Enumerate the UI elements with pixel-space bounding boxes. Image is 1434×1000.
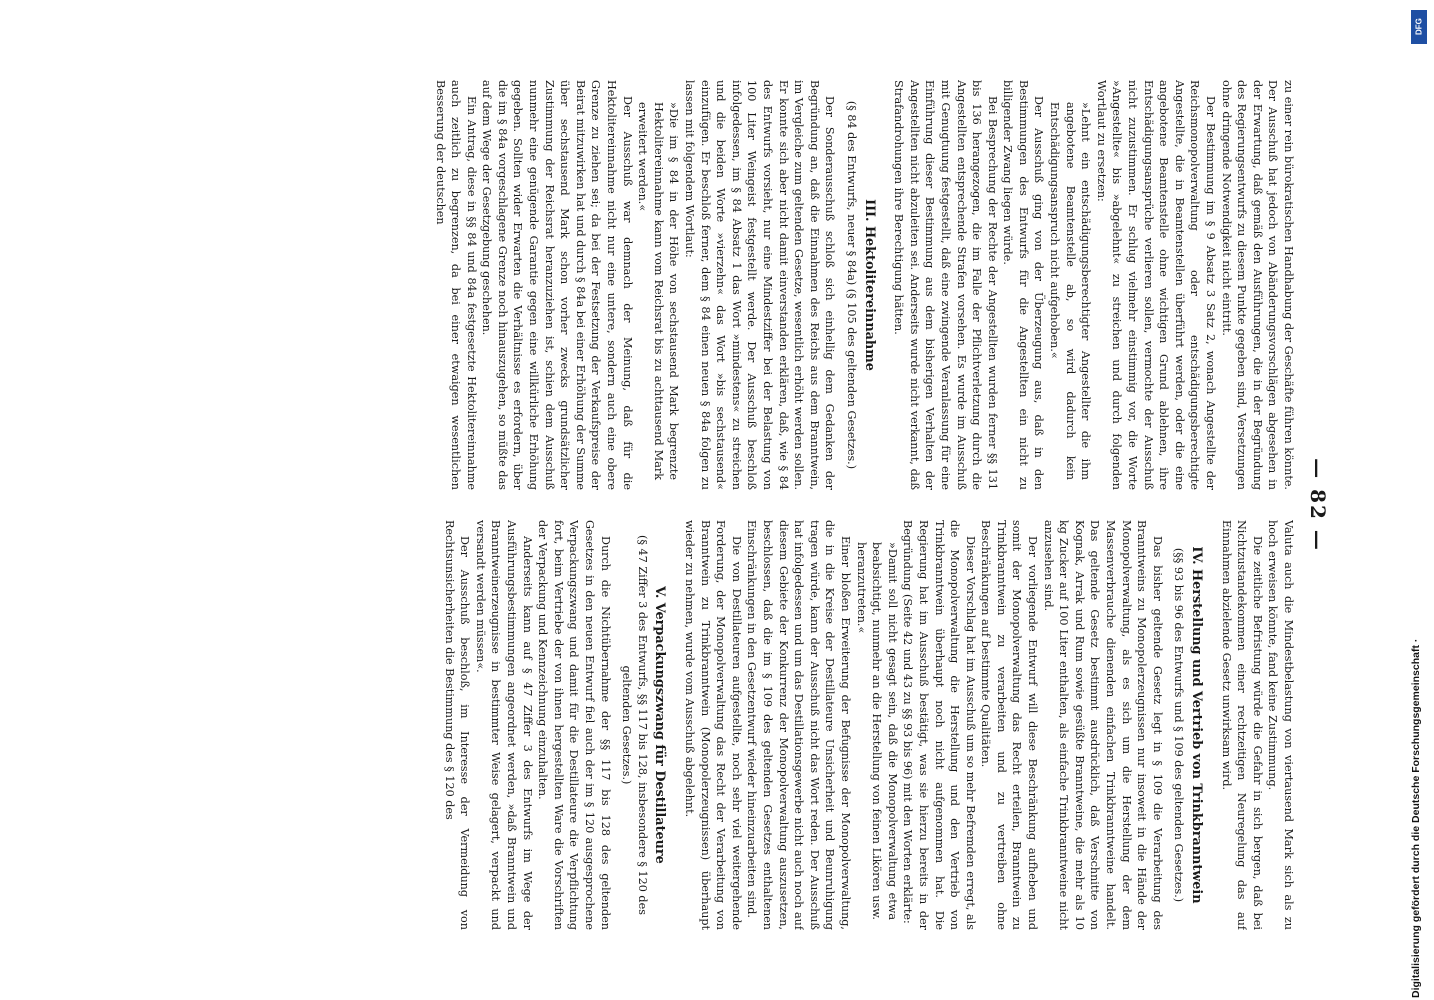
quote: »Die im § 84 in der Höhe von sechstausend Mark begrenzte Hektolitereinnahme kann vom Reichsrat bis zu achttausend Mark erweitert werden.« bbox=[636, 102, 681, 480]
paragraph: Anderseits kann auf § 47 Ziffer 3 des Entwurfs im Wege der Ausführungsbestimmungen angeordnet werden, »daß Branntwein und Branntweinerzeugnisse in bestimmter Weise gelagert, verpackt und versandt werden müssen«. bbox=[473, 520, 534, 930]
section-subheading: (§ 47 Ziffer 3 des Entwurfs, §§ 117 bis 128, insbesondere § 120 des geltenden Gesetzes.) bbox=[620, 535, 649, 915]
paragraph: Dieser Vorschlag hat im Ausschuß um so mehr Befremden erregt, als die Monopolverwaltung die Herstellung und den Vertrieb von Trinkbranntwein überhaupt noch nicht aufgenommen hat. Die Regierung hat im Ausschuß bestätigt, was sie hierzu bereits in der Begründung (Seite 42 und 43 zu §§ 93 bis 96) mit den Worten erklärte: bbox=[901, 520, 977, 930]
paragraph: Der Ausschuß war demnach der Meinung, daß für die Hektolitereinnahme nicht nur eine untere, sondern auch eine obere Grenze zu ziehen sei; da bei der Festsetzung der Verkaufspreise der Beirat mitzuwirken hat und durch § 84a bei einer Erhöhung der Summe über sechstausend Mark schon vorher zwecks grundsätzlicher Zustimmung der Reichsrat heranzuziehen ist, schien dem Ausschuß nunmehr eine genügende Garantie gegen eine willkürliche Erhöhung gegeben. Sollten wider Erwarten die Verhältnisse es erfordern, über die im § 84a vorgeschlagene Grenze noch hinauszugehen, so müßte das auf dem Wege der Gesetzgebung geschehen. bbox=[480, 80, 634, 490]
paragraph: Ein Antrag, diese in §§ 84 und 84a festgesetzte Hektolitereinnahme auch zeitlich zu begrenzen, da bei einer etwaigen wesentlichen Besserung der deutschen bbox=[433, 80, 478, 490]
dfg-logo: DFG bbox=[1411, 10, 1427, 44]
paragraph: Der vorliegende Entwurf will diese Beschränkung aufheben und somit der Monopolverwaltung das Recht erteilen, Branntwein zu Trinkbranntwein zu verarbeiten und zu vertreiben ohne Beschränkungen auf bestimmte Qualitäten. bbox=[979, 520, 1040, 930]
paragraph: Einer bloßen Erweiterung der Befugnisse der Monopolverwaltung, die in die Kreise der Destillateure Unsicherheit und Beunruhigung tragen würde, kann der Ausschuß nicht das Wort reden. Der Ausschuß hat infolgedessen und um das Destillationsgewerbe nicht auch noch auf diesem Gebiete der Konkurrenz der Monopolverwaltung auszusetzen, beschlossen, daß die im § 109 des geltenden Gesetzes enthaltenen Einschränkungen in den Gesetzentwurf wieder hineinzuarbeiten sind. bbox=[745, 520, 852, 930]
paragraph: Der Sonderausschuß schloß sich einhellig dem Gedanken der Begründung an, daß die Einnahmen des Reichs aus dem Branntwein, im Vergleiche zum geltenden Gesetze, wesentlich erhöht werden sollen. Er konnte sich aber nicht damit einverstanden erklären, daß, wie § 84 des Entwurfs vorsieht, nur eine Mindestziffer bei der Belastung von 100 Liter Weingeist festgestellt werde. Der Ausschuß beschloß infolgedessen, im § 84 Absatz 1 das Wort »mindestens« zu streichen und die beiden Worte »vierzehn« das Wort »bis sechstausend« einzufügen. Er beschloß ferner, dem § 84 einen neuen § 84a folgen zu lassen mit folgendem Wortlaut: bbox=[683, 80, 837, 490]
rotated-page bbox=[90, 80, 1330, 930]
paragraph: Durch die Nichtübernahme der §§ 117 bis 128 des geltenden Gesetzes in den neuen Entwurf fiel auch der im § 120 ausgesprochene Verpackungszwang und damit für die Destillateure die Verpflichtung fort, beim Vertriebe der von ihnen hergestellten Ware die Vorschriften der Verpackung und Kennzeichnung einzuhalten. bbox=[536, 520, 612, 930]
page-number: — 82 — bbox=[1306, 458, 1330, 552]
paragraph: Bei Besprechung der Rechte der Angestellten wurden ferner §§ 131 bis 136 herangezogen, die im Falle der Pflichtverletzung durch die Angestellten entsprechende Strafen vorsehen. Es wurde im Ausschuß mit Genugtuung festgestellt, daß eine zwingende Veranlassung für eine Einführung dieser Bestimmung aus dem bisherigen Verhalten der Angestellten nicht abzuleiten sei. Anderseits wurde nicht verkannt, daß Strafandrohungen ihre Berechtigung hätten. bbox=[892, 80, 999, 490]
paragraph: Der Ausschuß beschloß, im Interesse der Vermeidung von Rechtsunsicherheiten die Bestimmung des § 120 des bbox=[442, 520, 472, 930]
section-heading-v: V. Verpackungszwang für Destillateure bbox=[652, 586, 668, 864]
left-text-column bbox=[146, 80, 1296, 490]
paragraph: zu einer rein bürokratischen Handhabung der Geschäfte führen könnte. Der Ausschuß hat jedoch von Abänderungsvorschlägen abgesehen in der Erwartung, daß gemäß den Ausführungen, die in der Begründung des Regierungsentwurfs zu diesem Punkte gegeben sind, Versetzungen ohne dringende Notwendigkeit nicht eintritt. bbox=[1219, 80, 1295, 490]
digitization-credit: Digitalisierung gefördert durch die Deutsche Forschungsgemeinschaft · bbox=[1410, 638, 1422, 998]
paragraph: Die von Destillateuren aufgestellte, noch sehr viel weitergehende Forderung, der Monopolverwaltung das Recht der Verarbeitung von Branntwein zu Trinkbranntwein (Monopolerzeugnissen) überhaupt wieder zu nehmen, wurde vom Ausschuß abgelehnt. bbox=[683, 520, 743, 930]
paragraph: Das bisher geltende Gesetz legt in § 109 die Verarbeitung des Branntweins zu Monopolerzeugnissen nur insoweit in die Hände der Monopolverwaltung, als es sich um die Herstellung der dem Massenverbrauche dienenden einfachen Trinkbranntweine handelt. Das geltende Gesetz bestimmt ausdrücklich, daß Verschnitte von Kognak, Arrak und Rum sowie gesüßte Branntweine, die mehr als 10 kg Zucker auf 100 Liter enthalten, als einfache Trinkbranntweine nicht anzusehen sind. bbox=[1041, 520, 1164, 930]
quote: »Damit soll nicht gesagt sein, daß die Monopolverwaltung etwa beabsichtigt, nunmehr an die Herstellung von feinen Likören usw. heranzutreten.« bbox=[854, 542, 899, 920]
section-subheading: (§ 84 des Entwurfs, neuer § 84a) (§ 105 des geltenden Gesetzes.) bbox=[844, 100, 858, 470]
section-subheading: (§§ 93 bis 96 des Entwurfs und § 109 des geltenden Gesetzes.) bbox=[1172, 547, 1186, 903]
dfg-credit-strip bbox=[1406, 8, 1432, 998]
right-text-column bbox=[146, 520, 1296, 930]
paragraph: Der Bestimmung im § 9 Absatz 3 Satz 2, wonach Angestellte der Reichsmonopolverwaltung oder entschädigungsberechtigte Angestellte, die in Beamtenstellen überführt werden, oder die eine angebotene Beamtenstelle ohne wichtigen Grund ablehnen, ihre Entschädigungsansprüche verlieren sollen, vermochte der Ausschuß nicht zuzustimmen. Er schlug vielmehr einstimmig vor, die Worte »Angestellte« bis »abgelehnt« zu streichen und durch folgenden Wortlaut zu ersetzen: bbox=[1094, 80, 1218, 490]
section-heading-iii: III. Hektolitereinnahme bbox=[861, 199, 877, 371]
paragraph: Der Ausschuß ging von der Überzeugung aus, daß in den Bestimmungen des Entwurfs für die Angestellten ein nicht zu billigender Zwang liegen würde. bbox=[1001, 80, 1046, 490]
paragraph: Die zeitliche Befristung würde die Gefahr in sich bergen, daß bei Nichtzustandekommen einer rechtzeitigen Neuregelung das auf Einnahmen abzielende Gesetz unwirksam wird. bbox=[1219, 520, 1264, 930]
quote: »Lehnt ein entschädigungsberechtigter Angestellter die ihm angebotene Beamtenstelle ab, so wird dadurch kein Entschädigungsanspruch nicht aufgehoben.« bbox=[1048, 102, 1093, 480]
paragraph: Valuta auch die Mindestbelastung von viertausend Mark sich als zu hoch erweisen könnte, fand keine Zustimmung. bbox=[1266, 520, 1295, 930]
section-heading-iv: IV. Herstellung und Vertrieb von Trinkbranntwein bbox=[1189, 546, 1205, 904]
